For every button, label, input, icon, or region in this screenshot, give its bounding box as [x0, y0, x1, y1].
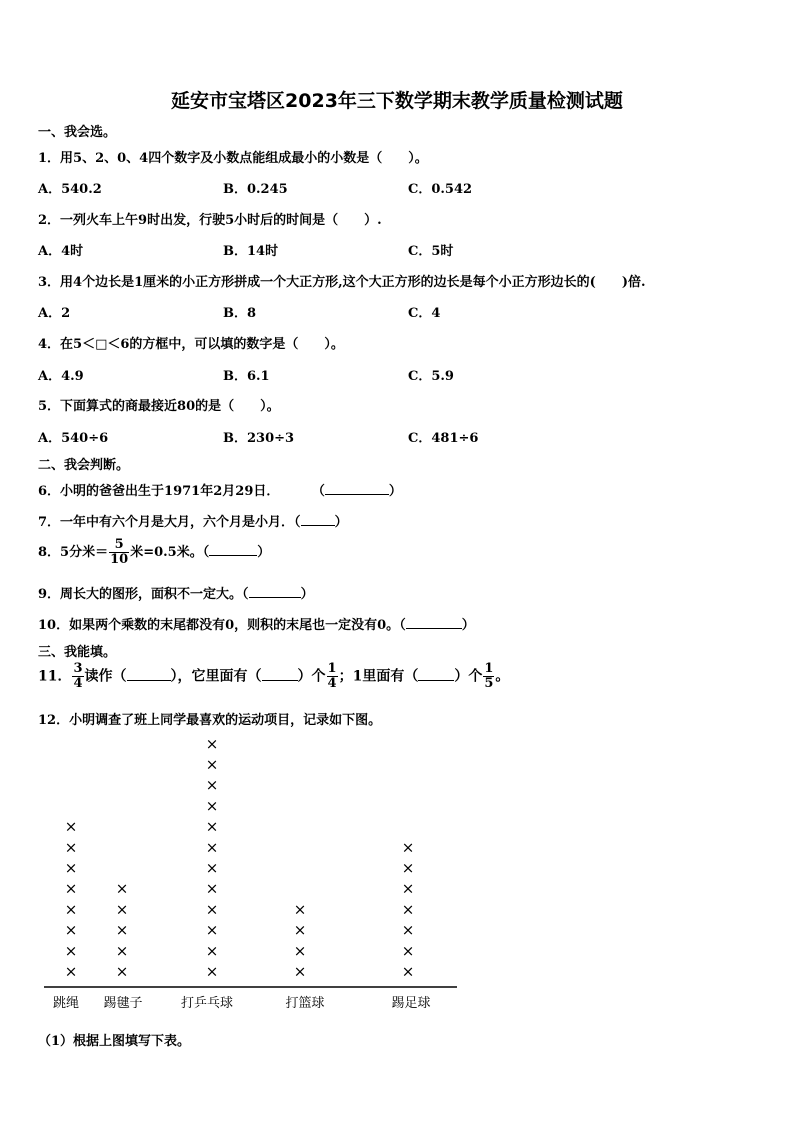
q8-fraction-denominator: 10 — [110, 552, 129, 567]
paren-close: ） — [257, 545, 271, 560]
pictograph-mark: × — [293, 962, 307, 981]
q1-option-c: C．0.542 — [408, 182, 473, 197]
q11-text-4: ；1里面有（ — [338, 668, 419, 685]
fraction-numerator: 1 — [484, 661, 494, 676]
paren-open: （ — [202, 545, 210, 560]
pictograph-mark: × — [64, 838, 78, 857]
paren-close: ） — [388, 484, 402, 499]
pictograph-mark: × — [64, 900, 78, 919]
q1-option-b: B．0.245 — [223, 182, 288, 197]
pictograph-mark: × — [115, 941, 129, 960]
pictograph-mark: × — [293, 900, 307, 919]
question-4: 4．在5＜□＜6的方框中，可以填的数字是（ ）。 — [38, 337, 344, 352]
pictograph-mark: × — [205, 776, 219, 795]
pictograph-mark: × — [205, 900, 219, 919]
fraction-denominator: 4 — [73, 676, 83, 691]
q11-text-2: ），它里面有（ — [170, 668, 262, 685]
pictograph-mark: × — [205, 817, 219, 836]
pictograph-mark: × — [401, 962, 415, 981]
pictograph-mark: × — [205, 921, 219, 940]
pictograph-mark: × — [64, 879, 78, 898]
q1-option-a: A．540.2 — [38, 182, 102, 197]
question-5: 5．下面算式的商最接近80的是（ ）。 — [38, 399, 280, 414]
question-2: 2．一列火车上午9时出发，行驶5小时后的时间是（ ）. — [38, 213, 382, 228]
q8-fraction-numerator: 5 — [109, 538, 129, 553]
pictograph-mark: × — [293, 941, 307, 960]
category-label: 打篮球 — [285, 996, 325, 1011]
pictograph-mark: × — [205, 859, 219, 877]
q11-text-6: 。 — [495, 668, 510, 685]
q8-prefix: 8．5分米＝ — [38, 545, 109, 560]
pictograph-mark: × — [115, 962, 129, 981]
paren-open: （ — [311, 484, 325, 499]
q4-option-a: A．4.9 — [38, 369, 84, 384]
paren-close: ） — [461, 618, 475, 633]
pictograph-mark: × — [115, 921, 129, 940]
q4-option-b: B．6.1 — [223, 369, 270, 384]
section-3-heading: 三、我能填。 — [38, 645, 117, 660]
paren-close: ） — [334, 515, 348, 530]
section-1-heading: 一、我会选。 — [38, 125, 117, 140]
pictograph-mark: × — [205, 755, 219, 774]
q7-text: 7．一年中有六个月是大月，六个月是小月． — [38, 515, 295, 530]
pictograph-mark: × — [205, 941, 219, 960]
paren-open: （ — [294, 515, 301, 530]
q11-number: 11． — [38, 668, 72, 685]
pictograph-mark: × — [205, 796, 219, 815]
pictograph-mark: × — [401, 879, 415, 898]
pictograph-mark: × — [293, 921, 307, 940]
q6-text: 6．小明的爸爸出生于1971年2月29日． — [38, 484, 280, 499]
q3-option-a: A．2 — [38, 306, 71, 321]
pictograph-mark: × — [401, 900, 415, 919]
q4-option-c: C．5.9 — [408, 369, 454, 384]
pictograph-mark: × — [205, 879, 219, 898]
pictograph-mark: × — [64, 921, 78, 940]
paren-open: （ — [242, 587, 249, 602]
pictograph-mark: × — [205, 734, 219, 753]
question-12: 12．小明调查了班上同学最喜欢的运动项目，记录如下图。 — [38, 713, 382, 728]
question-3: 3．用4个边长是1厘米的小正方形拼成一个大正方形,这个大正方形的边长是每个小正方形边长的( )倍. — [38, 275, 646, 290]
q12-subquestion-1: （1）根据上图填写下表。 — [38, 1034, 191, 1049]
pictograph-mark: × — [401, 859, 415, 877]
pictograph-mark: × — [401, 921, 415, 940]
fraction-numerator: 1 — [327, 661, 337, 676]
page-title: 延安市宝塔区2023年三下数学期末教学质量检测试题 — [171, 90, 623, 112]
q5-option-a: A．540÷6 — [38, 431, 109, 446]
q5-option-c: C．481÷6 — [408, 431, 479, 446]
chart-marks — [65, 735, 415, 981]
pictograph-mark: × — [401, 941, 415, 960]
paren-open: （ — [399, 618, 406, 633]
pictograph-mark: × — [205, 962, 219, 981]
pictograph-mark: × — [115, 900, 129, 919]
q3-option-c: C．4 — [408, 306, 441, 321]
pictograph-mark: × — [64, 859, 78, 877]
category-label: 跳绳 — [52, 996, 80, 1011]
q2-option-c: C．5时 — [408, 244, 454, 259]
pictograph-mark: × — [401, 838, 415, 857]
fraction-numerator: 3 — [73, 661, 83, 676]
pictograph-mark: × — [64, 817, 78, 836]
category-label: 踢毽子 — [103, 996, 143, 1011]
q11-text-3: ）个 — [297, 668, 326, 685]
q3-option-b: B．8 — [223, 306, 257, 321]
q2-option-a: A．4时 — [38, 244, 84, 259]
paren-close: ） — [300, 587, 314, 602]
q5-option-b: B．230÷3 — [223, 431, 295, 446]
pictograph-mark: × — [115, 879, 129, 898]
q10-text: 10．如果两个乘数的末尾都没有0，则积的末尾也一定没有0。 — [38, 618, 400, 633]
fraction-denominator: 4 — [327, 676, 337, 691]
q11-text-5: ）个 — [454, 668, 483, 685]
category-label: 踢足球 — [391, 996, 431, 1011]
q9-text: 9．周长大的图形，面积不一定大。 — [38, 587, 243, 602]
category-label: 打乒乓球 — [180, 996, 234, 1011]
pictograph-mark: × — [64, 941, 78, 960]
pictograph-mark: × — [64, 962, 78, 981]
q2-option-b: B．14时 — [223, 244, 279, 259]
section-2-heading: 二、我会判断。 — [38, 458, 130, 473]
q11-text-1: 读作（ — [84, 668, 127, 685]
question-1: 1．用5、2、0、4四个数字及小数点能组成最小的小数是（ ）。 — [38, 151, 428, 166]
q8-suffix: 米=0.5米。 — [130, 545, 203, 560]
fraction-denominator: 5 — [484, 676, 494, 691]
pictograph-mark: × — [205, 838, 219, 857]
chart-category-labels — [53, 995, 431, 1011]
